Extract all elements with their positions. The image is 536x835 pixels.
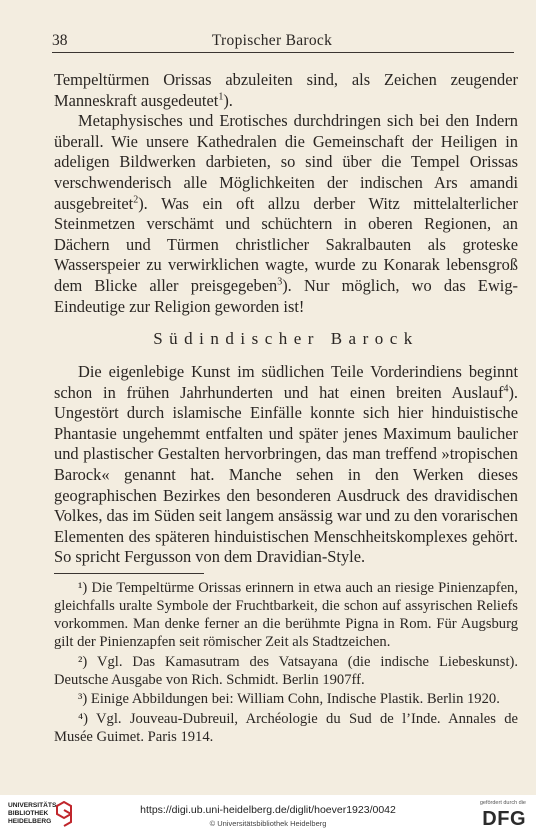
- paragraph-suedindisch: Die eigenlebige Kunst im südlichen Teile Vorderindiens beginnt schon in frühen Jahrhunderten und hat einen breiten Auslauf$^4$). Ungestört durch islamische Einfälle konnte sich hier hinduistische Phantasie ungehemmt entfalten und später jenes Maximum baulicher und plastischer Gestalten hervorbringen, das man treffend »tropischen Barock« genannt hat. Manche sehen in den Werken dieses geographischen Bezirkes den besonderen Ausdruck des dravidischen Volkes, das im Süden seit langem ansässig war und zu den vorarischen Elementen des späteren hinduistischen Menschheitskomplexes gehört. So spricht Fergusson von dem Dravidian-Style.: [54, 362, 519, 567]
- footnote-ref-3: 3: [277, 276, 283, 288]
- paragraph-continuation: Tempeltürmen Orissas abzuleiten sind, als Zeichen zeugender Manneskraft ausgedeutet$^1$).: [54, 70, 518, 110]
- page-number: 38: [52, 32, 68, 49]
- library-name[interactable]: UNIVERSITÄTS- BIBLIOTHEK HEIDELBERG: [8, 802, 59, 826]
- footnote-ref-2: 2: [133, 194, 139, 206]
- footnote-1: ¹) Die Tempeltürme Orissas erinnern in etwa auch an riesige Pinienzapfen, gleichfalls uralte Symbole der Fruchtbarkeit, die schon auf assyrischen Reliefs vorkommen. Man denke ferner an die berühmte Pigna in Rom. Für Augsburg gilt der Pinienzapfen seit römischer Zeit als Stadtzeichen.: [54, 580, 518, 650]
- footnotes: [54, 580, 518, 749]
- footnote-2: ²) Vgl. Das Kamasutram des Vatsayana (die indische Liebeskunst). Deutsche Ausgabe von Rich. Schmidt. Berlin 1907ff.: [54, 653, 519, 688]
- footnote-3: ³) Einige Abbildungen bei: William Cohn, Indische Plastik. Berlin 1920.: [78, 691, 500, 708]
- section-heading: Südindischer Barock: [153, 329, 419, 348]
- page-header: [52, 30, 514, 53]
- footnote-ref-1: 1: [218, 91, 224, 103]
- footnote-divider: [54, 573, 204, 574]
- running-title: Tropischer Barock: [211, 32, 333, 49]
- funding-note: gefördert durch die: [479, 800, 526, 806]
- permalink-url[interactable]: https://digi.ub.uni-heidelberg.de/diglit/hoever1923/0042: [140, 804, 396, 816]
- footnote-4: ⁴) Vgl. Jouveau-Dubreuil, Archéologie du Sud de l’Inde. Annales de Musée Guimet. Paris 1914.: [54, 711, 518, 746]
- viewer-footer: [0, 795, 536, 835]
- footnote-ref-4: 4: [503, 383, 509, 395]
- dfg-logo[interactable]: DFG: [482, 808, 526, 830]
- body-text-south: [54, 362, 518, 568]
- copyright-notice: © Universitätsbibliothek Heidelberg: [209, 819, 327, 828]
- paragraph-metaphysisches: Metaphysisches und Erotisches durchdringen sich bei den Indern überall. Wie unsere Kathedralen die Gemeinschaft der Heiligen in adeligen Bildwerken darbieten, so sind über die Tempel Orissas verschwenderisch alle Möglichkeiten der indischen Ars amandi ausgebreitet$^2$). Was ein oft allzu derber Witz mittelalterlicher Steinmetzen verschämt und schüchtern in oberen Regionen, an Dächern und Türmen christlicher Sakralbauten als groteske Wasserspeier zu verwirklichen wagte, wurde zu Konarak lebensgroß dem Blicke aller preisgegeben$^3$). Nur möglich, wo das Ewig-Eindeutige zur Religion geworden ist!: [54, 111, 519, 316]
- body-text-top: [54, 70, 518, 317]
